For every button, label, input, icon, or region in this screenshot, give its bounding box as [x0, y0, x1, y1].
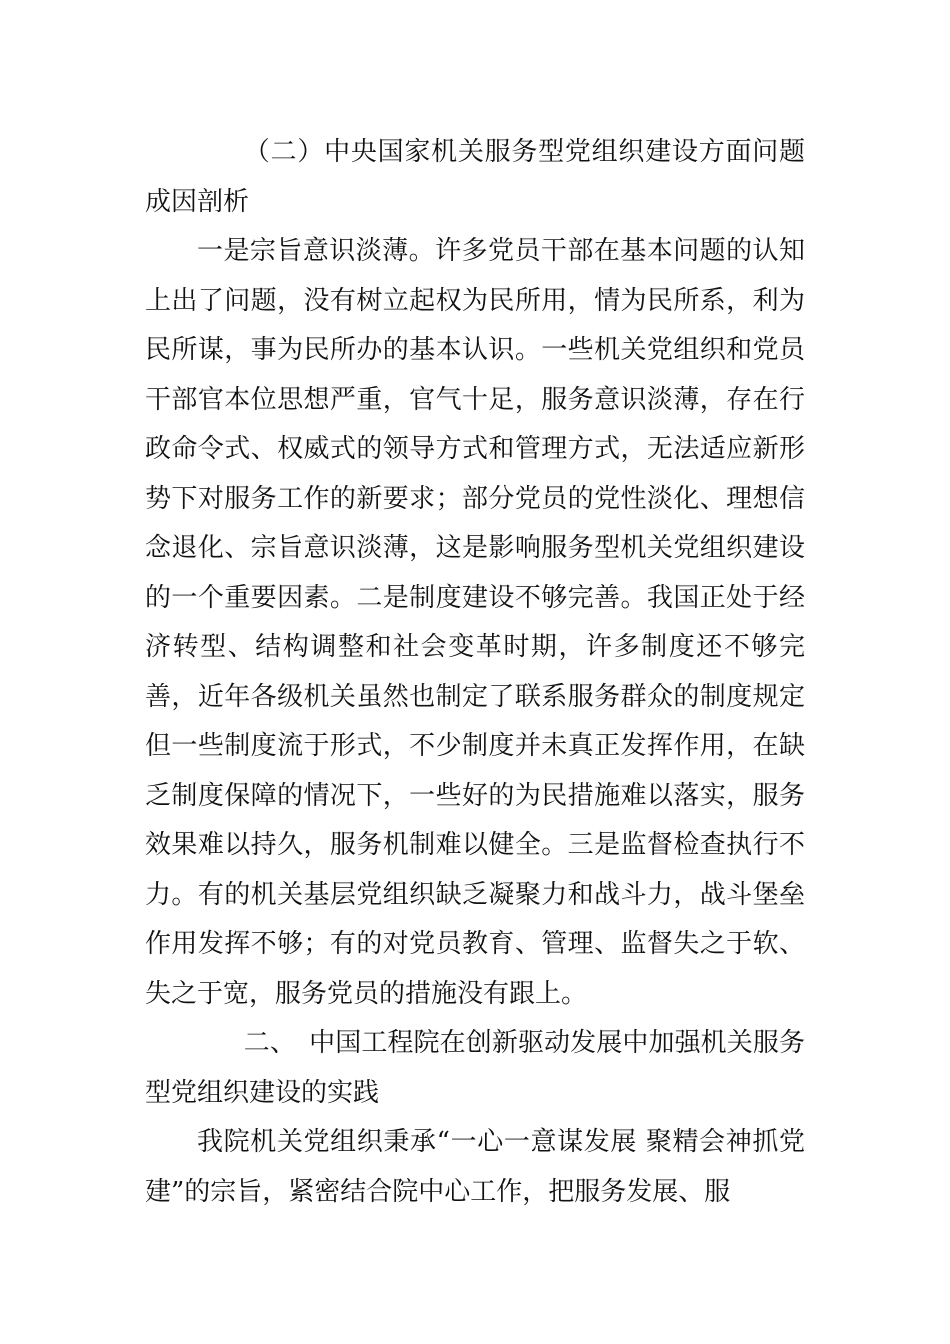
document-page: [145, 128, 805, 1217]
paragraph-causes: 一是宗旨意识淡薄。许多党员干部在基本问题的认知上出了问题，没有树立起权为民所用，情为民所系，利为民所谋，事为民所办的基本认识。一些机关党组织和党员干部官本位思想严重，官气十足，服务意识淡薄，存在行政命令式、权威式的领导方式和管理方式，无法适应新形势下对服务工作的新要求；部分党员的党性淡化、理想信念退化、宗旨意识淡薄，这是影响服务型机关党组织建设的一个重要因素。二是制度建设不够完善。我国正处于经济转型、结构调整和社会变革时期，许多制度还不够完善，近年各级机关虽然也制定了联系服务群众的制度规定但一些制度流于形式，不少制度并未真正发挥作用，在缺乏制度保障的情况下，一些好的为民措施难以落实，服务效果难以持久，服务机制难以健全。三是监督检查执行不力。有的机关基层党组织缺乏凝聚力和战斗力，战斗堡垒作用发挥不够；有的对党员教育、管理、监督失之于软、失之于宽，服务党员的措施没有跟上。: [145, 236, 805, 1009]
section-heading-practice: 二、 中国工程院在创新驱动发展中加强机关服务型党组织建设的实践: [145, 1028, 805, 1108]
paragraph-practice: 我院机关党组织秉承“一心一意谋发展 聚精会神抓党建”的宗旨，紧密结合院中心工作，把服务发展、服: [145, 1127, 805, 1207]
section-heading-causes: （二）中央国家机关服务型党组织建设方面问题成因剖析: [145, 137, 805, 217]
